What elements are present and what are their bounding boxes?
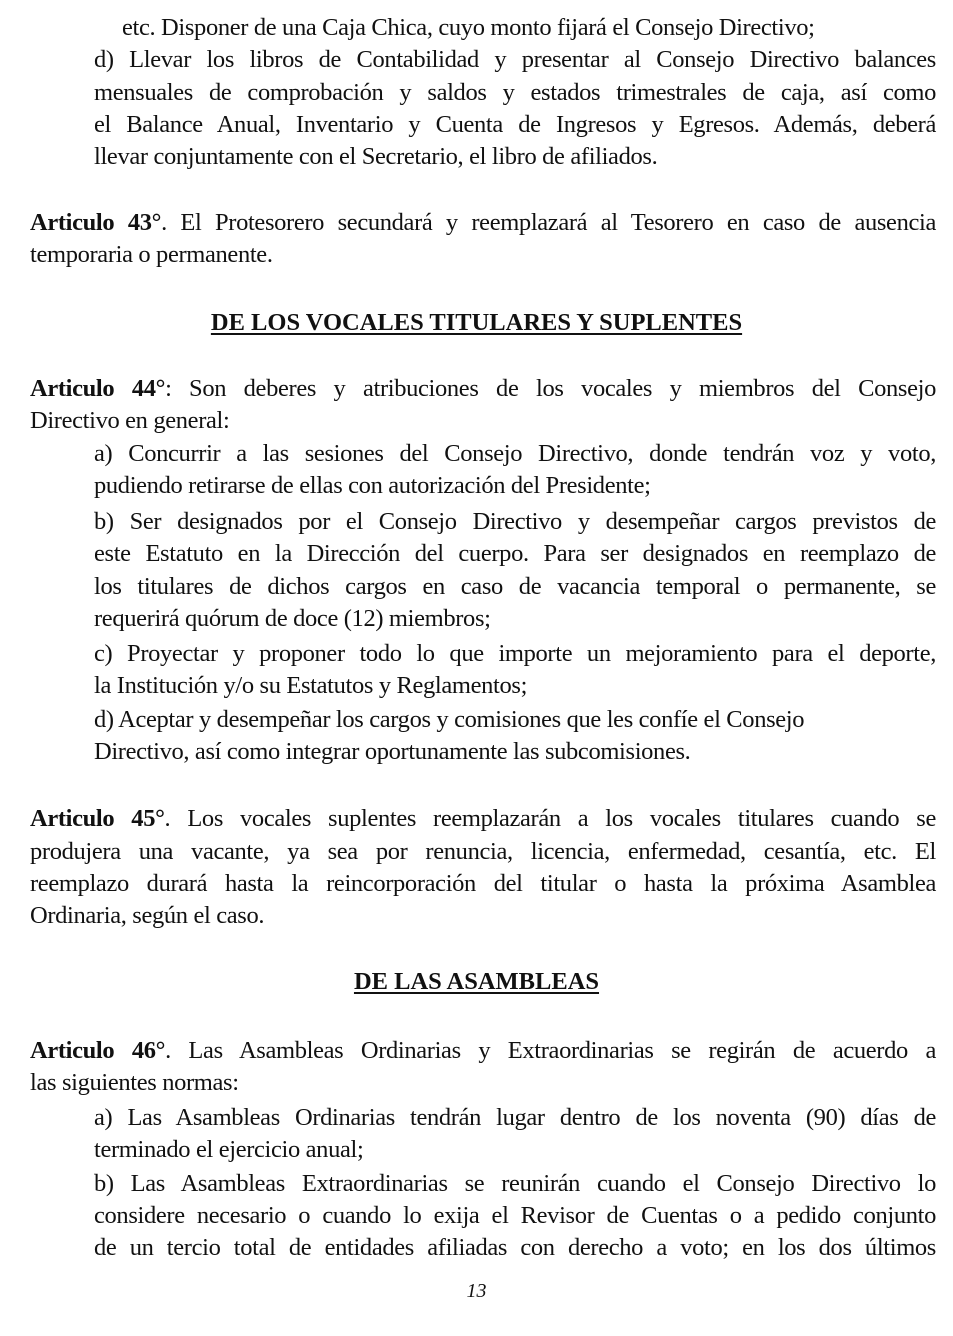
article-46-item: de un tercio total de entidades afiliadas con derecho a voto; en los dos últimos: [94, 1234, 936, 1261]
article-44-item: c) Proyectar y proponer todo lo que importe un mejoramiento para el deporte,: [94, 640, 936, 667]
article-46-label: Articulo 46°: [30, 1037, 166, 1064]
section-heading-asambleas: [0, 966, 953, 998]
article-45-line-1: [30, 803, 936, 835]
article-46-line-1: [30, 1035, 936, 1067]
article-46-item: b) Las Asambleas Extraordinarias se reunirán cuando el Consejo Directivo lo: [94, 1170, 936, 1197]
section-heading-asambleas-text: DE LAS ASAMBLEAS: [353, 968, 600, 995]
article-44-label: Articulo 44°: [30, 375, 166, 402]
continuation-line: mensuales de comprobación y saldos y estados trimestrales de caja, así como: [94, 79, 936, 106]
article-45-line: reemplazo durará hasta la reincorporación del titular o hasta la próxima Asamblea: [30, 870, 936, 897]
page-number: 13: [466, 1280, 487, 1302]
article-46-item: considere necesario o cuando lo exija el Revisor de Cuentas o a pedido conjunto: [94, 1202, 936, 1229]
continuation-line: d) Llevar los libros de Contabilidad y presentar al Consejo Directivo balances: [94, 46, 936, 73]
article-44-item: los titulares de dichos cargos en caso de vacancia temporal o permanente, se: [94, 573, 936, 600]
continuation-line: llevar conjuntamente con el Secretario, el libro de afiliados.: [94, 143, 658, 170]
article-46-text: . Las Asambleas Ordinarias y Extraordinarias se regirán de acuerdo a: [165, 1037, 936, 1064]
article-44-item: d) Aceptar y desempeñar los cargos y comisiones que les confíe el Consejo: [94, 706, 805, 733]
article-44-line-2: Directivo en general:: [30, 407, 230, 434]
article-43-label: Articulo 43°: [30, 209, 162, 236]
article-44-item: a) Concurrir a las sesiones del Consejo Directivo, donde tendrán voz y voto,: [94, 440, 936, 467]
article-44-item: requerirá quórum de doce (12) miembros;: [94, 605, 491, 632]
article-46-item: a) Las Asambleas Ordinarias tendrán lugar dentro de los noventa (90) días de: [94, 1104, 936, 1131]
article-46-item: terminado el ejercicio anual;: [94, 1136, 364, 1163]
article-45-text: . Los vocales suplentes reemplazarán a los vocales titulares cuando se: [164, 805, 936, 832]
article-43-text: . El Protesorero secundará y reemplazará al Tesorero en caso de ausencia: [161, 209, 936, 236]
article-45-line: Ordinaria, según el caso.: [30, 902, 265, 929]
article-44-line-1: [30, 373, 936, 405]
article-46-line-2: las siguientes normas:: [30, 1069, 239, 1096]
article-45-line: produjera una vacante, ya sea por renuncia, licencia, enfermedad, cesantía, etc. El: [30, 838, 936, 865]
continuation-line: el Balance Anual, Inventario y Cuenta de Ingresos y Egresos. Además, deberá: [94, 111, 936, 138]
continuation-line: etc. Disponer de una Caja Chica, cuyo monto fijará el Consejo Directivo;: [122, 14, 815, 41]
article-43-line-2: temporaria o permanente.: [30, 241, 273, 268]
article-44-text: : Son deberes y atribuciones de los vocales y miembros del Consejo: [165, 375, 936, 402]
article-45-label: Articulo 45°: [30, 805, 165, 832]
article-44-item: este Estatuto en la Dirección del cuerpo. Para ser designados en reemplazo de: [94, 540, 936, 567]
article-43-line-1: [30, 207, 936, 239]
section-heading-vocales-text: DE LOS VOCALES TITULARES Y SUPLENTES: [210, 309, 743, 336]
article-44-item: pudiendo retirarse de ellas con autorización del Presidente;: [94, 472, 651, 499]
article-44-item: b) Ser designados por el Consejo Directivo y desempeñar cargos previstos de: [94, 508, 936, 535]
article-44-item: Directivo, así como integrar oportunamente las subcomisiones.: [94, 738, 691, 765]
section-heading-vocales: [0, 307, 953, 339]
article-44-item: la Institución y/o su Estatutos y Reglamentos;: [94, 672, 528, 699]
